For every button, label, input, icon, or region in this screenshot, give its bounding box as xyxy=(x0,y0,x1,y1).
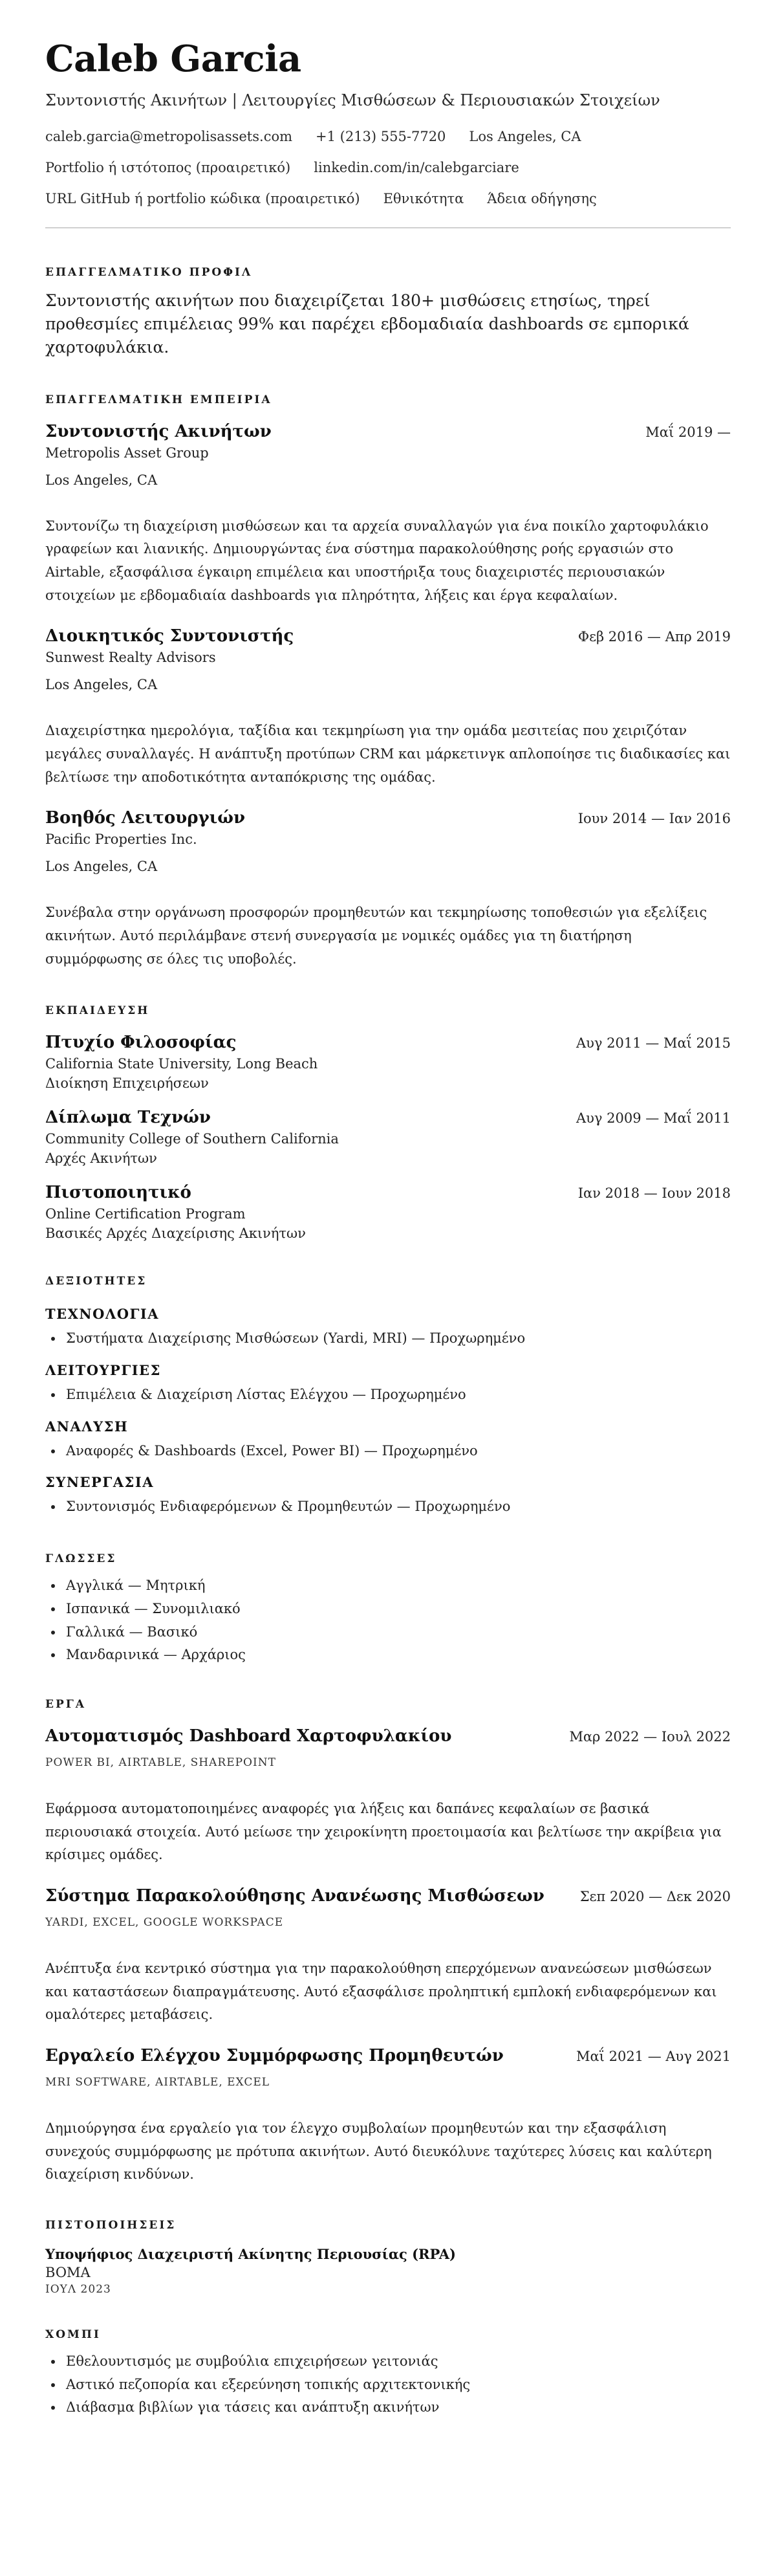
header-divider xyxy=(45,227,731,228)
projects-section xyxy=(45,1698,731,2186)
contact-row-primary xyxy=(45,129,731,144)
project-item-head xyxy=(45,2046,731,2065)
education-item-head xyxy=(45,1033,731,1052)
education-school: California State University, Long Beach xyxy=(45,1056,318,1072)
skill-item: • Επιμέλεια & Διαχείριση Λίστας Ελέγχου — Προχωρημένο xyxy=(63,1383,731,1407)
project-tech: MRI SOFTWARE, AIRTABLE, EXCEL xyxy=(45,2076,270,2089)
education-field: Αρχές Ακινήτων xyxy=(45,1150,157,1167)
skill-category: ΤΕΧΝΟΛΟΓΙΑ xyxy=(45,1306,160,1323)
experience-role: Διοικητικός Συντονιστής xyxy=(45,626,294,646)
experience-item xyxy=(45,808,731,971)
experience-location: Los Angeles, CA xyxy=(45,677,158,693)
skill-group xyxy=(45,1418,731,1463)
experience-company: Metropolis Asset Group xyxy=(45,445,209,461)
project-description: Δημιούργησα ένα εργαλείο για τον έλεγχο συμβολαίων προμηθευτών και την εξασφάλιση συνεχούς συμμόρφωσης με πρότυπα ακινήτων. Αυτό διευκόλυνε ταχύτερες λύσεις και καλύτερη διαχείριση κινδύνων. xyxy=(45,2120,712,2183)
contact-nationality: Εθνικότητα xyxy=(383,190,464,206)
certification-item xyxy=(45,2246,731,2296)
contact-portfolio[interactable]: Portfolio ή ιστότοπος (προαιρετικό) xyxy=(45,159,291,175)
project-date: Μαΐ 2021 — Αυγ 2021 xyxy=(576,2049,731,2065)
certifications-section xyxy=(45,2219,731,2296)
experience-item-head xyxy=(45,808,731,828)
skill-group xyxy=(45,1362,731,1407)
experience-item-head xyxy=(45,626,731,646)
language-list xyxy=(45,1574,731,1667)
skill-category: ΣΥΝΕΡΓΑΣΙΑ xyxy=(45,1474,154,1491)
candidate-name: Caleb Garcia xyxy=(45,38,301,80)
languages-section xyxy=(45,1552,731,1667)
experience-date: Μαΐ 2019 — xyxy=(645,424,731,440)
hobby-item: • Αστικό πεζοπορία και εξερεύνηση τοπικής αρχιτεκτονικής xyxy=(63,2373,731,2397)
language-item: • Αγγλικά — Μητρική xyxy=(63,1574,731,1598)
education-date: Αυγ 2011 — Μαΐ 2015 xyxy=(576,1035,731,1051)
experience-item-head xyxy=(45,422,731,441)
experience-description: Συνέβαλα στην οργάνωση προσφορών προμηθευτών και τεκμηρίωσης τοποθεσιών για εξελίξεις ακινήτων. Αυτό περιλάμβανε στενή συνεργασία με νομικές ομάδες για τη διατήρηση συμμόρφωσης σε όλες τις υποβολές. xyxy=(45,905,707,967)
experience-date: Ιουν 2014 — Ιαν 2016 xyxy=(577,811,731,827)
language-item: • Μανδαρινικά — Αρχάριος xyxy=(63,1644,731,1667)
experience-location: Los Angeles, CA xyxy=(45,472,158,488)
skill-item: • Αναφορές & Dashboards (Excel, Power BI) — Προχωρημένο xyxy=(63,1440,731,1463)
skill-category: ΑΝΑΛΥΣΗ xyxy=(45,1418,129,1435)
skill-group xyxy=(45,1306,731,1350)
education-degree: Πτυχίο Φιλοσοφίας xyxy=(45,1033,237,1053)
summary-text: Συντονιστής ακινήτων που διαχειρίζεται 180+ μισθώσεις ετησίως, τηρεί προθεσμίες επιμέλειας 99% και παρέχει εβδομαδιαία dashboards σε εμπορικά χαρτοφυλάκια. xyxy=(45,291,689,357)
education-degree: Δίπλωμα Τεχνών xyxy=(45,1108,211,1128)
project-name: Εργαλείο Ελέγχου Συμμόρφωσης Προμηθευτών xyxy=(45,2046,504,2066)
hobby-item: • Διάβασμα βιβλίων για τάσεις και ανάπτυξη ακινήτων xyxy=(63,2396,731,2419)
language-item: • Γαλλικά — Βασικό xyxy=(63,1621,731,1644)
project-item xyxy=(45,1886,731,2027)
certifications-title: ΠΙΣΤΟΠΟΙΗΣΕΙΣ xyxy=(45,2219,177,2232)
experience-company: Pacific Properties Inc. xyxy=(45,831,197,848)
education-section xyxy=(45,1004,731,1241)
experience-company: Sunwest Realty Advisors xyxy=(45,650,216,666)
summary-title: ΕΠΑΓΓΕΛΜΑΤΙΚΟ ΠΡΟΦΙΛ xyxy=(45,265,253,279)
education-item xyxy=(45,1108,731,1166)
project-tech: YARDI, EXCEL, GOOGLE WORKSPACE xyxy=(45,1915,284,1929)
project-item xyxy=(45,1726,731,1867)
experience-role: Συντονιστής Ακινήτων xyxy=(45,421,272,441)
education-date: Ιαν 2018 — Ιουν 2018 xyxy=(577,1185,731,1202)
experience-section xyxy=(45,393,731,971)
contact-license: Άδεια οδήγησης xyxy=(487,190,597,206)
project-item-head xyxy=(45,1886,731,1906)
project-item xyxy=(45,2046,731,2186)
project-date: Σεπ 2020 — Δεκ 2020 xyxy=(579,1888,731,1904)
resume-header xyxy=(45,40,731,228)
contact-linkedin[interactable]: linkedin.com/in/calebgarciare xyxy=(314,159,519,175)
education-item-head xyxy=(45,1183,731,1202)
education-title: ΕΚΠΑΙΔΕΥΣΗ xyxy=(45,1004,150,1018)
project-description: Εφάρμοσα αυτοματοποιημένες αναφορές για λήξεις και δαπάνες κεφαλαίων σε βασικά περιουσιακά στοιχεία. Αυτό μείωσε την χειροκίνητη προετοιμασία και βελτίωσε την ακρίβεια για κρίσιμες ομάδες. xyxy=(45,1800,722,1863)
language-item: • Ισπανικά — Συνομιλιακό xyxy=(63,1598,731,1621)
languages-title: ΓΛΩΣΣΕΣ xyxy=(45,1552,117,1566)
skills-title: ΔΕΞΙΟΤΗΤΕΣ xyxy=(45,1275,147,1288)
project-name: Αυτοματισμός Dashboard Χαρτοφυλακίου xyxy=(45,1726,452,1746)
candidate-headline: Συντονιστής Ακινήτων | Λειτουργίες Μισθώσεων & Περιουσιακών Στοιχείων xyxy=(45,91,660,109)
hobbies-section xyxy=(45,2328,731,2419)
skill-item: • Συστήματα Διαχείρισης Μισθώσεων (Yardi, MRI) — Προχωρημένο xyxy=(63,1327,731,1350)
contact-row-links xyxy=(45,160,731,175)
skill-list xyxy=(45,1327,731,1350)
skill-list xyxy=(45,1440,731,1463)
education-item xyxy=(45,1033,731,1091)
education-school: Online Certification Program xyxy=(45,1206,246,1222)
project-tech: POWER BI, AIRTABLE, SHAREPOINT xyxy=(45,1756,276,1769)
hobby-list xyxy=(45,2350,731,2419)
education-degree: Πιστοποιητικό xyxy=(45,1183,191,1203)
education-field: Διοίκηση Επιχειρήσεων xyxy=(45,1075,209,1092)
contact-github[interactable]: URL GitHub ή portfolio κώδικα (προαιρετικό) xyxy=(45,190,360,206)
project-description: Ανέπτυξα ένα κεντρικό σύστημα για την παρακολούθηση επερχόμενων ανανεώσεων μισθώσεων και καταστάσεων διαπραγμάτευσης. Αυτό εξασφάλισε προληπτική εμπλοκή ενδιαφερόμενων και ομαλότερες μεταβάσεις. xyxy=(45,1960,717,2023)
certification-issuer: BOMA xyxy=(45,2265,91,2281)
skills-section xyxy=(45,1275,731,1519)
experience-date: Φεβ 2016 — Απρ 2019 xyxy=(577,629,731,645)
project-name: Σύστημα Παρακολούθησης Ανανέωσης Μισθώσεων xyxy=(45,1886,544,1906)
summary-section xyxy=(45,266,731,360)
skill-group xyxy=(45,1474,731,1519)
education-school: Community College of Southern California xyxy=(45,1131,339,1147)
experience-item xyxy=(45,422,731,608)
education-item xyxy=(45,1183,731,1241)
skill-list xyxy=(45,1383,731,1407)
skill-item: • Συντονισμός Ενδιαφερόμενων & Προμηθευτών — Προχωρημένο xyxy=(63,1495,731,1519)
project-date: Μαρ 2022 — Ιουλ 2022 xyxy=(569,1728,731,1745)
experience-description: Διαχειρίστηκα ημερολόγια, ταξίδια και τεκμηρίωση για την ομάδα μεσιτείας που χειριζόταν μεγάλες συναλλαγές. Η ανάπτυξη προτύπων CRM και μάρκετινγκ απλοποίησε τις διαδικασίες και βελτίωσε την αποδοτικότητα ανταπόκρισης της ομάδας. xyxy=(45,723,731,785)
projects-title: ΕΡΓΑ xyxy=(45,1697,86,1711)
experience-role: Βοηθός Λειτουργιών xyxy=(45,808,246,828)
contact-row-extra xyxy=(45,191,731,206)
experience-location: Los Angeles, CA xyxy=(45,859,158,875)
contact-location: Los Angeles, CA xyxy=(469,128,581,144)
education-field: Βασικές Αρχές Διαχείρισης Ακινήτων xyxy=(45,1226,306,1242)
skill-category: ΛΕΙΤΟΥΡΓΙΕΣ xyxy=(45,1362,161,1379)
hobby-item: • Εθελουντισμός με συμβούλια επιχειρήσεων γειτονιάς xyxy=(63,2350,731,2373)
education-item-head xyxy=(45,1108,731,1127)
contact-phone[interactable]: +1 (213) 555-7720 xyxy=(316,128,446,144)
experience-title: ΕΠΑΓΓΕΛΜΑΤΙΚΗ ΕΜΠΕΙΡΙΑ xyxy=(45,393,272,406)
experience-description: Συντονίζω τη διαχείριση μισθώσεων και τα αρχεία συναλλαγών για ένα ποικίλο χαρτοφυλάκιο γραφείων και λιανικής. Δημιουργώντας ένα σύστημα παρακολούθησης ροής εργασιών στο Airtable, εξασφάλισα έγκαιρη επιμέλεια και υποστήριξα τους διαχειριστές περιουσιακών στοιχείων με εβδομαδιαία dashboards για πληρότητα, λήξεις και έργα κεφαλαίων. xyxy=(45,518,709,603)
project-item-head xyxy=(45,1726,731,1746)
experience-item xyxy=(45,626,731,789)
skill-list xyxy=(45,1495,731,1519)
hobbies-title: ΧΟΜΠΙ xyxy=(45,2328,101,2342)
contact-email[interactable]: caleb.garcia@metropolisassets.com xyxy=(45,128,293,144)
certification-date: ΙΟΥΛ 2023 xyxy=(45,2283,111,2296)
certification-name: Υποψήφιος Διαχειριστή Ακίνητης Περιουσίας (RPA) xyxy=(45,2246,456,2263)
education-date: Αυγ 2009 — Μαΐ 2011 xyxy=(576,1110,731,1127)
